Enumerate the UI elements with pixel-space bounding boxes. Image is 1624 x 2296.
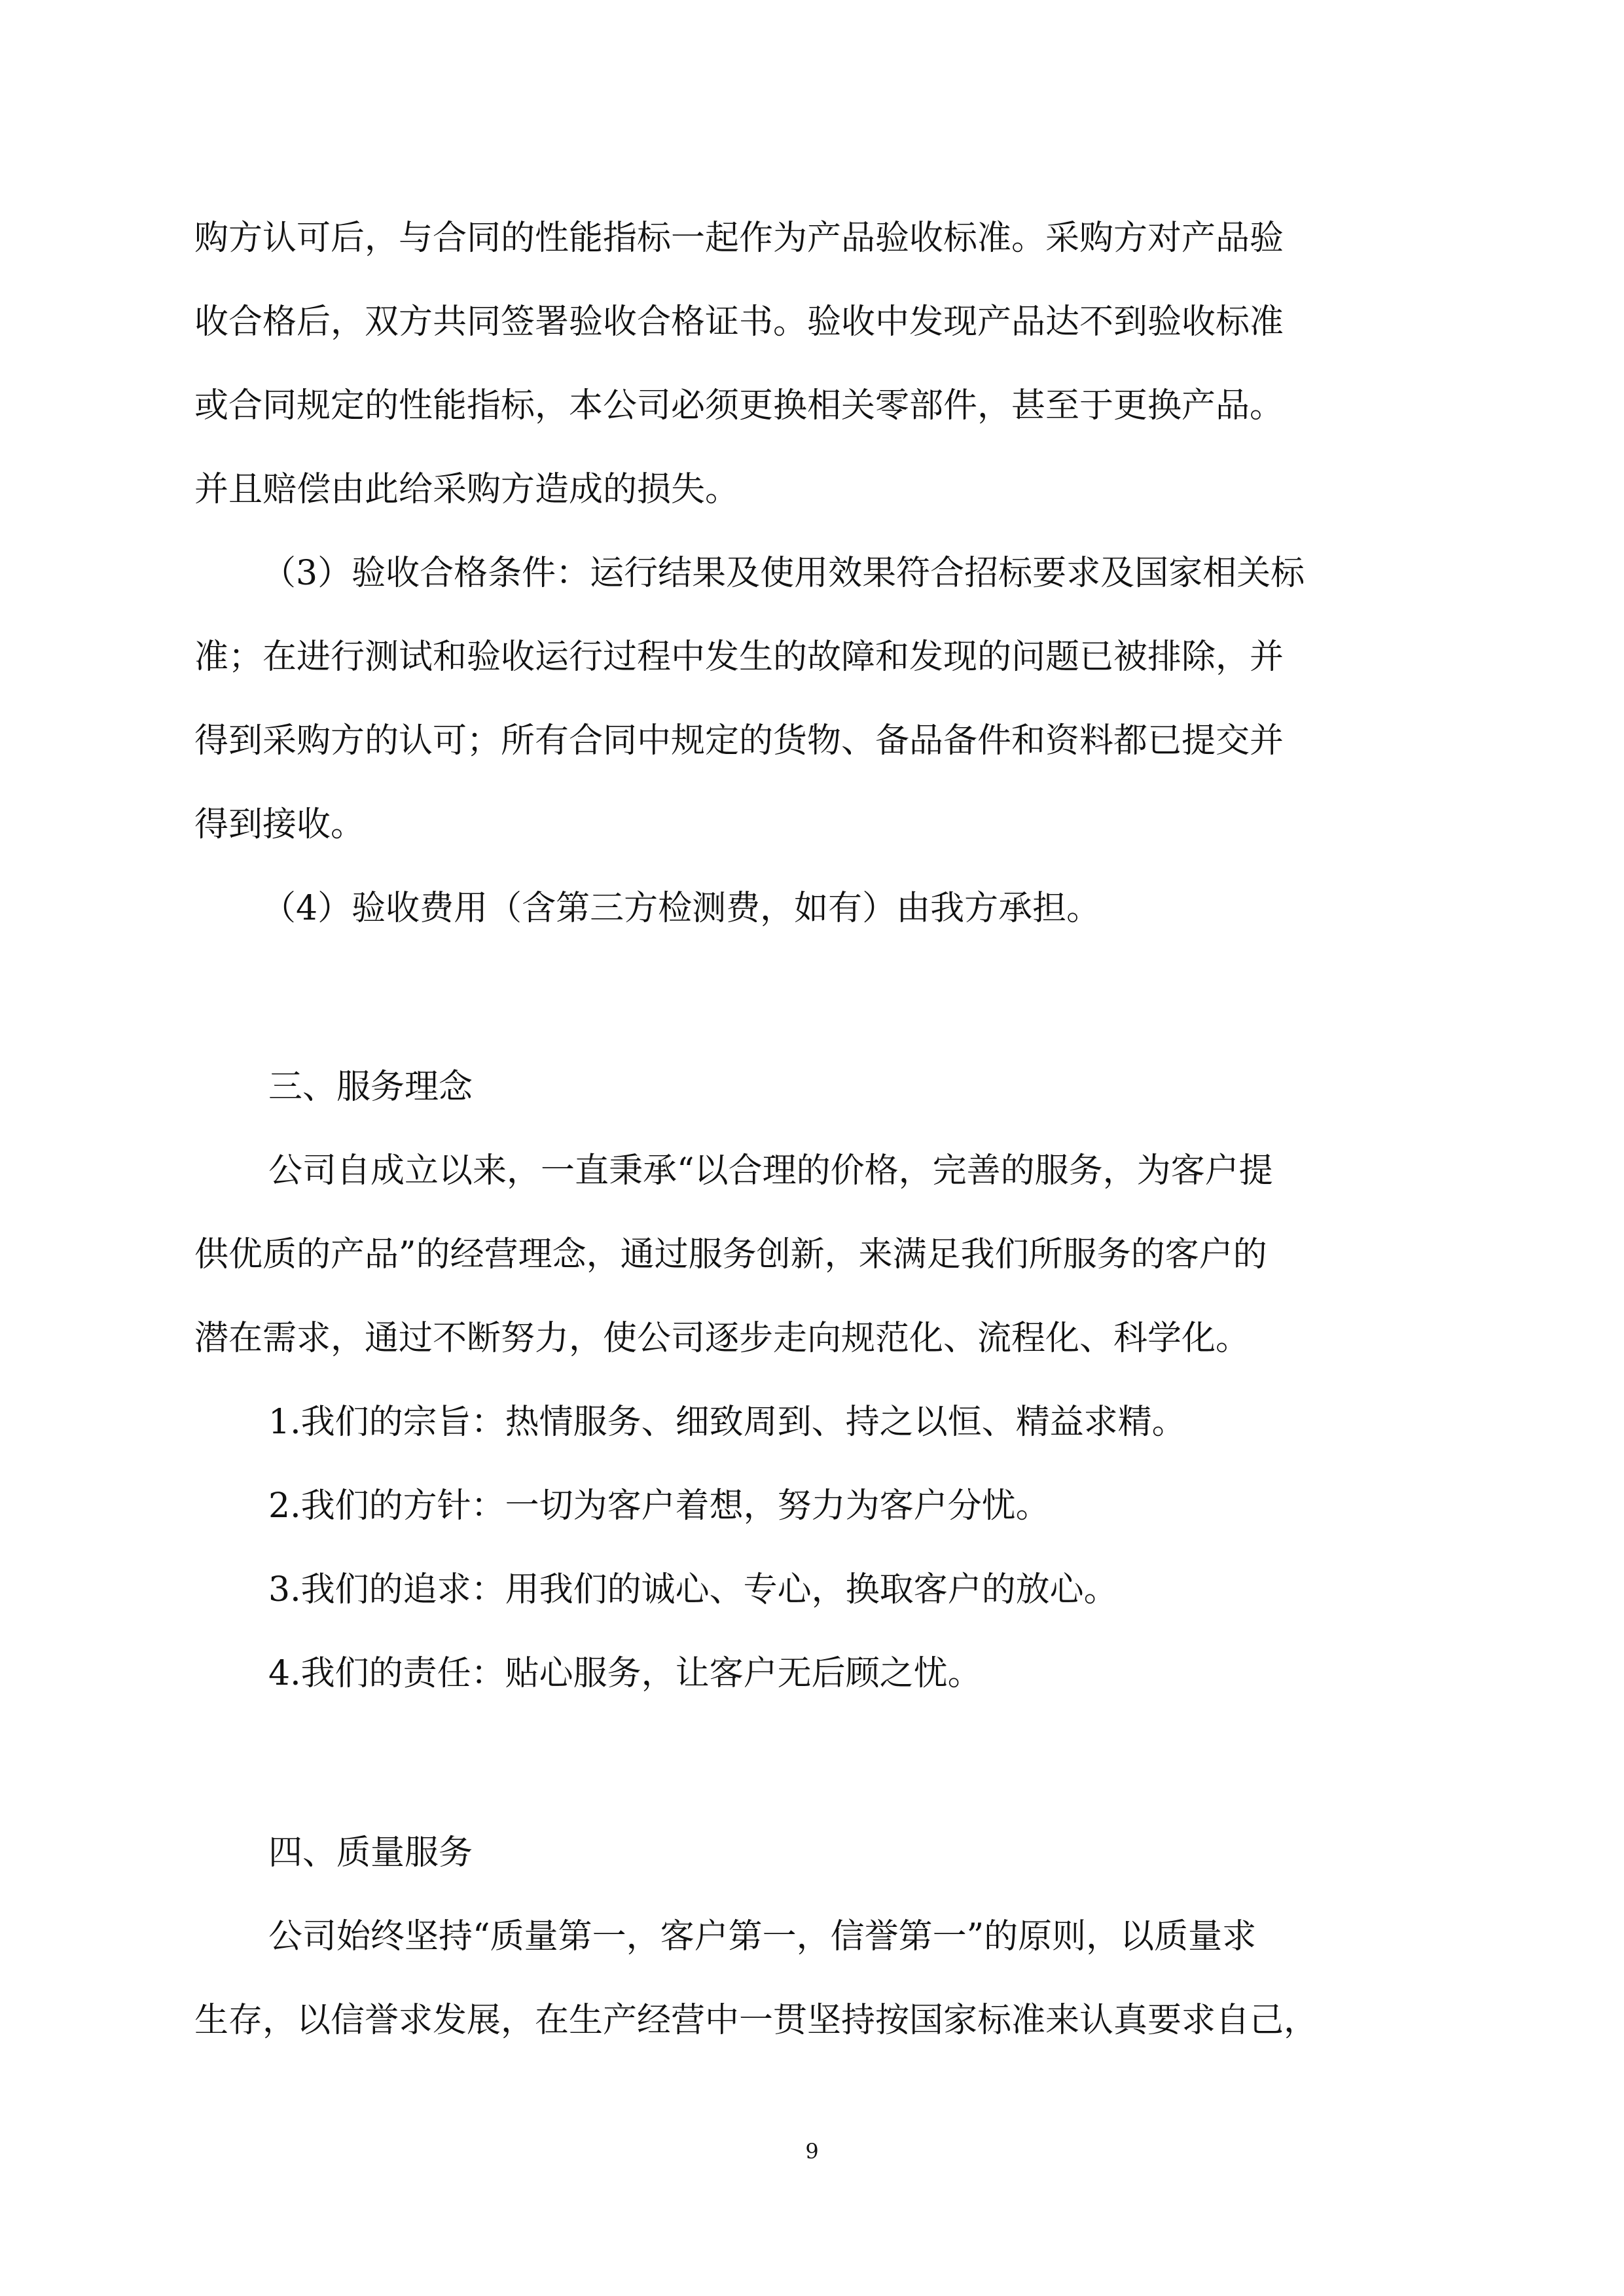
paragraph-line: 并且赔偿由此给采购方造成的损失。 [194, 470, 740, 509]
paragraph-line: （4）验收费用（含第三方检测费，如有）由我方承担。 [262, 889, 1101, 928]
list-item: 3.我们的追求：用我们的诚心、专心，换取客户的放心。 [268, 1570, 1118, 1609]
paragraph-line: 或合同规定的性能指标，本公司必须更换相关零部件，甚至于更换产品。 [194, 386, 1284, 425]
list-item: 4.我们的责任：贴心服务，让客户无后顾之忧。 [268, 1654, 982, 1693]
paragraph-line: 购方认可后，与合同的性能指标一起作为产品验收标准。采购方对产品验 [194, 219, 1284, 258]
paragraph-line: （3）验收合格条件：运行结果及使用效果符合招标要求及国家相关标 [262, 554, 1305, 593]
page-number: 9 [805, 2139, 819, 2164]
paragraph-line: 准；在进行测试和验收运行过程中发生的故障和发现的问题已被排除，并 [194, 637, 1284, 677]
section-heading: 三、服务理念 [268, 1067, 473, 1107]
paragraph-line: 公司始终坚持“质量第一，客户第一，信誉第一”的原则，以质量求 [268, 1917, 1257, 1956]
paragraph-line: 得到接收。 [194, 805, 365, 844]
paragraph-line: 供优质的产品”的经营理念，通过服务创新，来满足我们所服务的客户的 [194, 1235, 1267, 1274]
list-item: 2.我们的方针：一切为客户着想，努力为客户分忧。 [268, 1486, 1050, 1526]
list-item: 1.我们的宗旨：热情服务、细致周到、持之以恒、精益求精。 [268, 1403, 1186, 1442]
paragraph-line: 潜在需求，通过不断努力，使公司逐步走向规范化、流程化、科学化。 [194, 1319, 1250, 1358]
paragraph-line: 收合格后，双方共同签署验收合格证书。验收中发现产品达不到验收标准 [194, 302, 1284, 342]
paragraph-line: 得到采购方的认可；所有合同中规定的货物、备品备件和资料都已提交并 [194, 721, 1284, 761]
section-heading: 四、质量服务 [268, 1833, 473, 1873]
paragraph-line: 生存，以信誉求发展，在生产经营中一贯坚持按国家标准来认真要求自己， [194, 2001, 1318, 2040]
paragraph-line: 公司自成立以来，一直秉承“以合理的价格，完善的服务，为客户提 [268, 1151, 1273, 1191]
